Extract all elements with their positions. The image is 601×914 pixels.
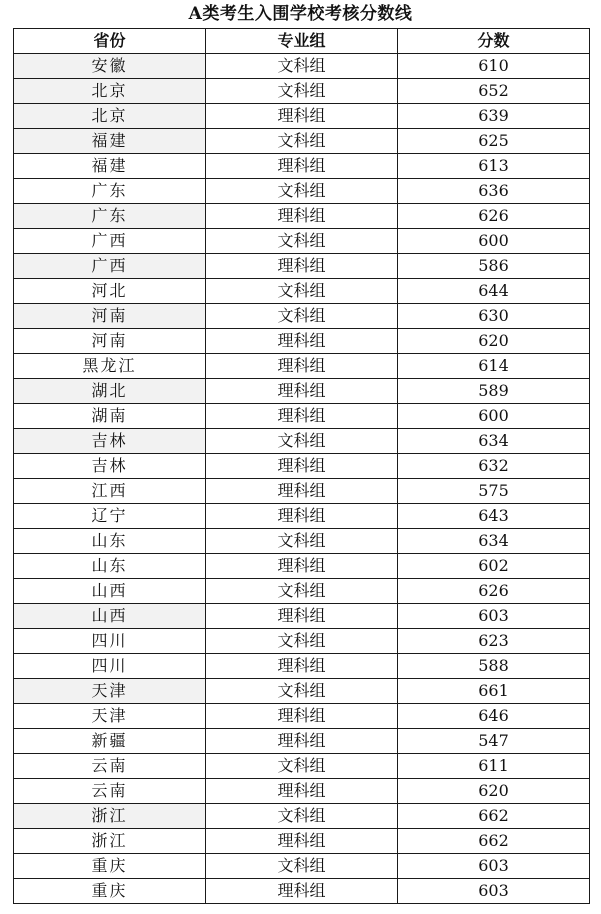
cell-province: 云南: [14, 779, 206, 804]
cell-group: 理科组: [206, 254, 398, 279]
cell-score: 602: [398, 554, 590, 579]
cell-score: 586: [398, 254, 590, 279]
cell-group: 文科组: [206, 229, 398, 254]
table-row: [14, 504, 590, 529]
table-row: [14, 479, 590, 504]
cell-province: 山西: [14, 579, 206, 604]
cell-province: 安徽: [14, 54, 206, 79]
cell-group: 文科组: [206, 529, 398, 554]
cell-score: 634: [398, 429, 590, 454]
cell-score: 613: [398, 154, 590, 179]
cell-group: 文科组: [206, 854, 398, 879]
cell-province: 广东: [14, 179, 206, 204]
cell-score: 643: [398, 504, 590, 529]
cell-group: 理科组: [206, 604, 398, 629]
cell-group: 文科组: [206, 54, 398, 79]
cell-group: 理科组: [206, 829, 398, 854]
cell-score: 603: [398, 604, 590, 629]
table-row: [14, 179, 590, 204]
cell-group: 理科组: [206, 779, 398, 804]
cell-score: 600: [398, 229, 590, 254]
table-row: [14, 754, 590, 779]
column-header-score: 分数: [398, 29, 590, 54]
cell-score: 634: [398, 529, 590, 554]
cell-province: 河南: [14, 329, 206, 354]
cell-score: 620: [398, 779, 590, 804]
table-header-row: [14, 29, 590, 54]
cell-group: 理科组: [206, 104, 398, 129]
score-table: [13, 28, 590, 904]
cell-province: 四川: [14, 629, 206, 654]
cell-province: 吉林: [14, 454, 206, 479]
cell-group: 文科组: [206, 79, 398, 104]
table-row: [14, 454, 590, 479]
cell-group: 文科组: [206, 679, 398, 704]
table-row: [14, 729, 590, 754]
cell-group: 文科组: [206, 429, 398, 454]
cell-score: 632: [398, 454, 590, 479]
cell-group: 文科组: [206, 279, 398, 304]
cell-score: 623: [398, 629, 590, 654]
cell-province: 云南: [14, 754, 206, 779]
table-row: [14, 79, 590, 104]
table-row: [14, 279, 590, 304]
cell-group: 理科组: [206, 479, 398, 504]
table-row: [14, 254, 590, 279]
table-row: [14, 704, 590, 729]
cell-group: 理科组: [206, 504, 398, 529]
table-row: [14, 829, 590, 854]
cell-score: 588: [398, 654, 590, 679]
table-row: [14, 604, 590, 629]
cell-province: 重庆: [14, 854, 206, 879]
table-row: [14, 129, 590, 154]
cell-province: 山西: [14, 604, 206, 629]
column-header-group: 专业组: [206, 29, 398, 54]
cell-province: 湖北: [14, 379, 206, 404]
cell-score: 626: [398, 204, 590, 229]
cell-group: 理科组: [206, 879, 398, 904]
document-title: A类考生入围学校考核分数线: [188, 4, 413, 24]
table-row: [14, 554, 590, 579]
cell-province: 浙江: [14, 804, 206, 829]
table-row: [14, 804, 590, 829]
table-row: [14, 879, 590, 904]
cell-province: 天津: [14, 704, 206, 729]
cell-score: 639: [398, 104, 590, 129]
table-row: [14, 154, 590, 179]
cell-province: 河北: [14, 279, 206, 304]
cell-group: 文科组: [206, 179, 398, 204]
cell-score: 652: [398, 79, 590, 104]
cell-score: 626: [398, 579, 590, 604]
cell-province: 浙江: [14, 829, 206, 854]
cell-group: 文科组: [206, 579, 398, 604]
cell-province: 广东: [14, 204, 206, 229]
table-row: [14, 529, 590, 554]
cell-score: 662: [398, 804, 590, 829]
cell-group: 文科组: [206, 304, 398, 329]
table-row: [14, 679, 590, 704]
cell-province: 天津: [14, 679, 206, 704]
cell-group: 文科组: [206, 804, 398, 829]
cell-group: 理科组: [206, 154, 398, 179]
cell-group: 理科组: [206, 454, 398, 479]
cell-province: 新疆: [14, 729, 206, 754]
table-row: [14, 779, 590, 804]
cell-score: 614: [398, 354, 590, 379]
cell-score: 603: [398, 854, 590, 879]
cell-score: 589: [398, 379, 590, 404]
table-body: [14, 54, 590, 904]
table-row: [14, 854, 590, 879]
table-row: [14, 579, 590, 604]
cell-province: 辽宁: [14, 504, 206, 529]
table-row: [14, 404, 590, 429]
cell-group: 理科组: [206, 554, 398, 579]
table-row: [14, 379, 590, 404]
cell-group: 理科组: [206, 404, 398, 429]
cell-score: 575: [398, 479, 590, 504]
cell-score: 644: [398, 279, 590, 304]
cell-score: 662: [398, 829, 590, 854]
cell-score: 603: [398, 879, 590, 904]
table-row: [14, 629, 590, 654]
cell-score: 600: [398, 404, 590, 429]
cell-province: 四川: [14, 654, 206, 679]
cell-province: 黑龙江: [14, 354, 206, 379]
cell-group: 理科组: [206, 204, 398, 229]
cell-group: 理科组: [206, 654, 398, 679]
table-row: [14, 354, 590, 379]
cell-group: 文科组: [206, 129, 398, 154]
table-row: [14, 654, 590, 679]
cell-group: 文科组: [206, 754, 398, 779]
cell-group: 理科组: [206, 729, 398, 754]
cell-province: 广西: [14, 254, 206, 279]
cell-group: 理科组: [206, 379, 398, 404]
cell-province: 湖南: [14, 404, 206, 429]
cell-group: 文科组: [206, 629, 398, 654]
column-header-province: 省份: [14, 29, 206, 54]
cell-score: 611: [398, 754, 590, 779]
table-row: [14, 304, 590, 329]
cell-score: 547: [398, 729, 590, 754]
table-row: [14, 54, 590, 79]
cell-province: 福建: [14, 129, 206, 154]
cell-province: 江西: [14, 479, 206, 504]
table-row: [14, 104, 590, 129]
cell-score: 661: [398, 679, 590, 704]
cell-province: 重庆: [14, 879, 206, 904]
cell-province: 北京: [14, 79, 206, 104]
cell-score: 610: [398, 54, 590, 79]
cell-province: 广西: [14, 229, 206, 254]
cell-province: 山东: [14, 554, 206, 579]
cell-province: 吉林: [14, 429, 206, 454]
cell-province: 河南: [14, 304, 206, 329]
cell-group: 理科组: [206, 704, 398, 729]
cell-province: 山东: [14, 529, 206, 554]
table-row: [14, 204, 590, 229]
cell-score: 625: [398, 129, 590, 154]
cell-score: 646: [398, 704, 590, 729]
cell-score: 620: [398, 329, 590, 354]
cell-province: 北京: [14, 104, 206, 129]
table-row: [14, 429, 590, 454]
cell-score: 636: [398, 179, 590, 204]
table-row: [14, 329, 590, 354]
cell-province: 福建: [14, 154, 206, 179]
cell-score: 630: [398, 304, 590, 329]
cell-group: 理科组: [206, 354, 398, 379]
table-row: [14, 229, 590, 254]
cell-group: 理科组: [206, 329, 398, 354]
